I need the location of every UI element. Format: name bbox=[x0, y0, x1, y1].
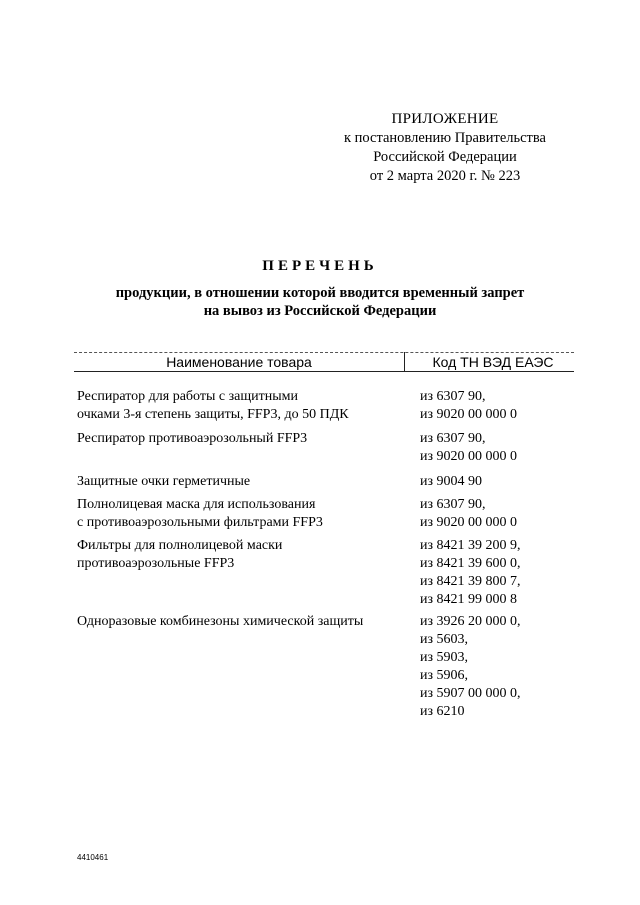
product-codes bbox=[420, 473, 620, 491]
product-name-line: с противоаэрозольными фильтрами FFP3 bbox=[77, 515, 323, 530]
product-code: из 8421 39 800 7, bbox=[420, 574, 521, 589]
product-code: из 9020 00 000 0 bbox=[420, 515, 518, 530]
product-codes bbox=[420, 388, 620, 424]
table-header-top-rule bbox=[74, 352, 574, 353]
product-code: из 6307 90, bbox=[420, 431, 486, 446]
product-name bbox=[77, 388, 407, 424]
product-name-line: Респиратор для работы с защитными bbox=[77, 389, 298, 404]
product-name bbox=[77, 613, 407, 631]
appendix-line-3: от 2 марта 2020 г. № 223 bbox=[369, 168, 521, 184]
list-title: ПЕРЕЧЕНЬ bbox=[262, 258, 378, 274]
product-code: из 8421 39 200 9, bbox=[420, 538, 521, 553]
product-name bbox=[77, 473, 407, 491]
product-code: из 6210 bbox=[420, 704, 465, 719]
product-code: из 8421 39 600 0, bbox=[420, 556, 521, 571]
product-name-line: Защитные очки герметичные bbox=[77, 474, 251, 489]
product-code: из 9020 00 000 0 bbox=[420, 449, 518, 464]
product-codes bbox=[420, 537, 620, 609]
product-code: из 6307 90, bbox=[420, 497, 486, 512]
product-code: из 5906, bbox=[420, 668, 469, 683]
list-subtitle-line-1: продукции, в отношении которой вводится временный запрет bbox=[115, 285, 525, 301]
product-code: из 5907 00 000 0, bbox=[420, 686, 521, 701]
column-header-name: Наименование товара bbox=[166, 354, 312, 370]
product-name-line: противоаэрозольные FFP3 bbox=[77, 556, 235, 571]
product-name-line: Полнолицевая маска для использования bbox=[77, 497, 316, 512]
appendix-line-2: Российской Федерации bbox=[373, 149, 517, 165]
appendix-line-1: к постановлению Правительства bbox=[344, 130, 546, 146]
table-header-bottom-rule bbox=[74, 371, 574, 372]
product-code: из 5603, bbox=[420, 632, 469, 647]
column-header-code: Код ТН ВЭД ЕАЭС bbox=[432, 354, 554, 370]
product-code: из 9020 00 000 0 bbox=[420, 407, 518, 422]
appendix-title: ПРИЛОЖЕНИЕ bbox=[391, 111, 499, 127]
product-name-line: очками 3-я степень защиты, FFP3, до 50 ПДК bbox=[77, 407, 349, 422]
product-code: из 3926 20 000 0, bbox=[420, 614, 521, 629]
product-codes bbox=[420, 430, 620, 466]
table-header bbox=[74, 352, 574, 372]
appendix-block bbox=[300, 110, 590, 186]
product-code: из 8421 99 000 8 bbox=[420, 592, 518, 607]
product-name-line: Одноразовые комбинезоны химической защиты bbox=[77, 614, 364, 629]
product-name-line: Респиратор противоаэрозольный FFP3 bbox=[77, 431, 308, 446]
product-codes bbox=[420, 496, 620, 532]
product-name bbox=[77, 537, 407, 573]
product-name-line: Фильтры для полнолицевой маски bbox=[77, 538, 283, 553]
column-divider bbox=[404, 352, 405, 372]
product-code: из 6307 90, bbox=[420, 389, 486, 404]
product-codes bbox=[420, 613, 620, 721]
product-name bbox=[77, 496, 407, 532]
product-code: из 9004 90 bbox=[420, 474, 483, 489]
product-code: из 5903, bbox=[420, 650, 469, 665]
product-name bbox=[77, 430, 407, 448]
document-code: 4410461 bbox=[77, 853, 109, 862]
list-subtitle-line-2: на вывоз из Российской Федерации bbox=[203, 303, 437, 319]
